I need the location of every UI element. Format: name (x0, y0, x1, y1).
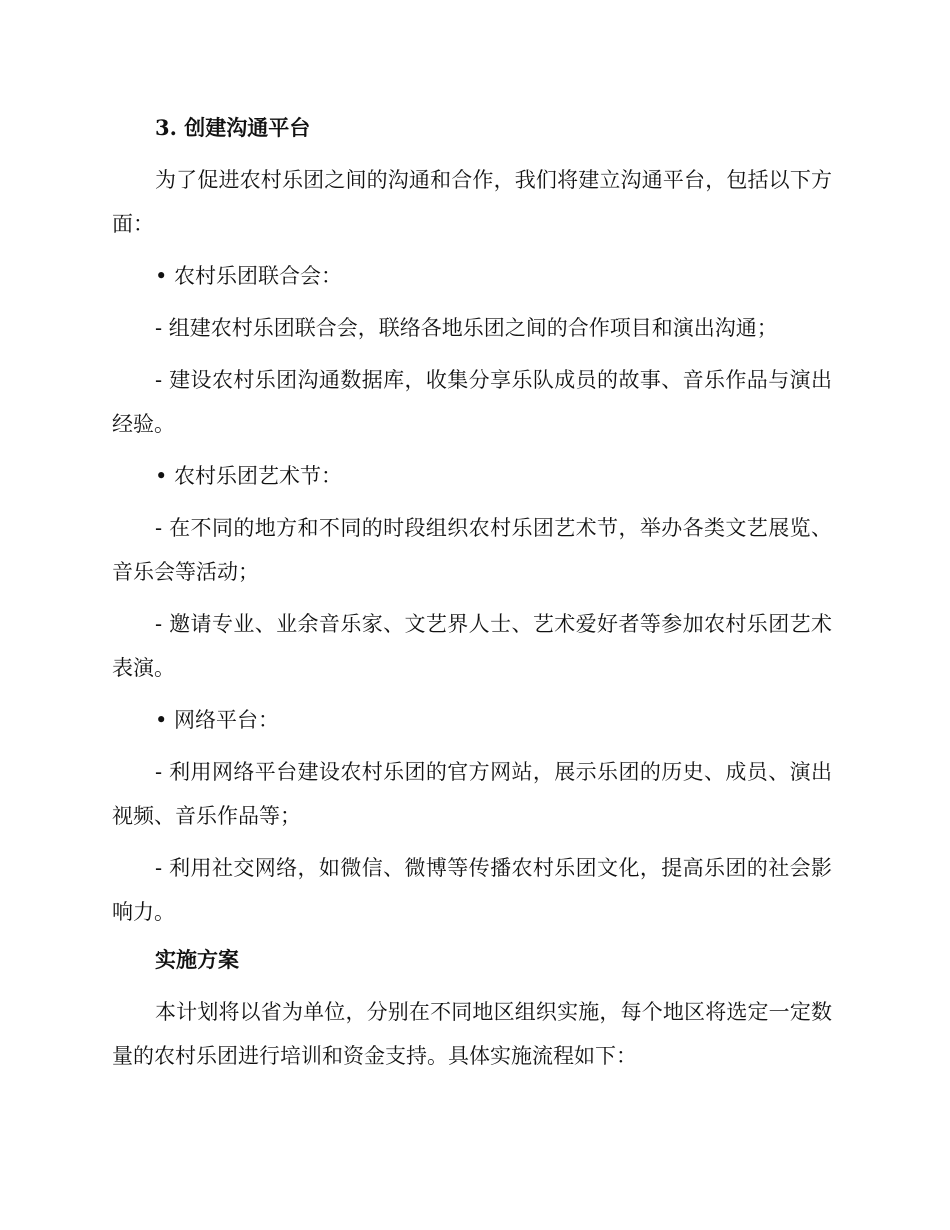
sub-item-union-cooperation: - 组建农村乐团联合会，联络各地乐团之间的合作项目和演出沟通； (155, 316, 778, 340)
sub-item-festival-invite: - 邀请专业、业余音乐家、文艺界人士、艺术爱好者等参加农村乐团艺术表演。 (112, 612, 832, 680)
sub-item-social-network: - 利用社交网络，如微信、微博等传播农村乐团文化，提高乐团的社会影响力。 (112, 856, 832, 924)
document-page (112, 110, 832, 1086)
sub-item-official-website: - 利用网络平台建设农村乐团的官方网站，展示乐团的历史、成员、演出视频、音乐作品等； (112, 760, 832, 828)
section-heading-implementation: 实施方案 (155, 947, 239, 972)
sub-item-festival-organize: - 在不同的地方和不同的时段组织农村乐团艺术节，举办各类文艺展览、音乐会等活动； (112, 516, 832, 584)
sub-item-union-database: - 建设农村乐团沟通数据库，收集分享乐队成员的故事、音乐作品与演出经验。 (112, 368, 832, 436)
paragraph-intro: 为了促进农村乐团之间的沟通和合作，我们将建立沟通平台，包括以下方面： (112, 168, 832, 236)
bullet-rural-band-union: • 农村乐团联合会： (155, 264, 343, 288)
bullet-art-festival: • 农村乐团艺术节： (155, 464, 343, 488)
bullet-network-platform: • 网络平台： (155, 708, 280, 732)
section-heading-communication-platform: 3. 创建沟通平台 (155, 115, 311, 140)
paragraph-implementation: 本计划将以省为单位，分别在不同地区组织实施，每个地区将选定一定数量的农村乐团进行培训和资金支持。具体实施流程如下： (112, 1000, 832, 1068)
